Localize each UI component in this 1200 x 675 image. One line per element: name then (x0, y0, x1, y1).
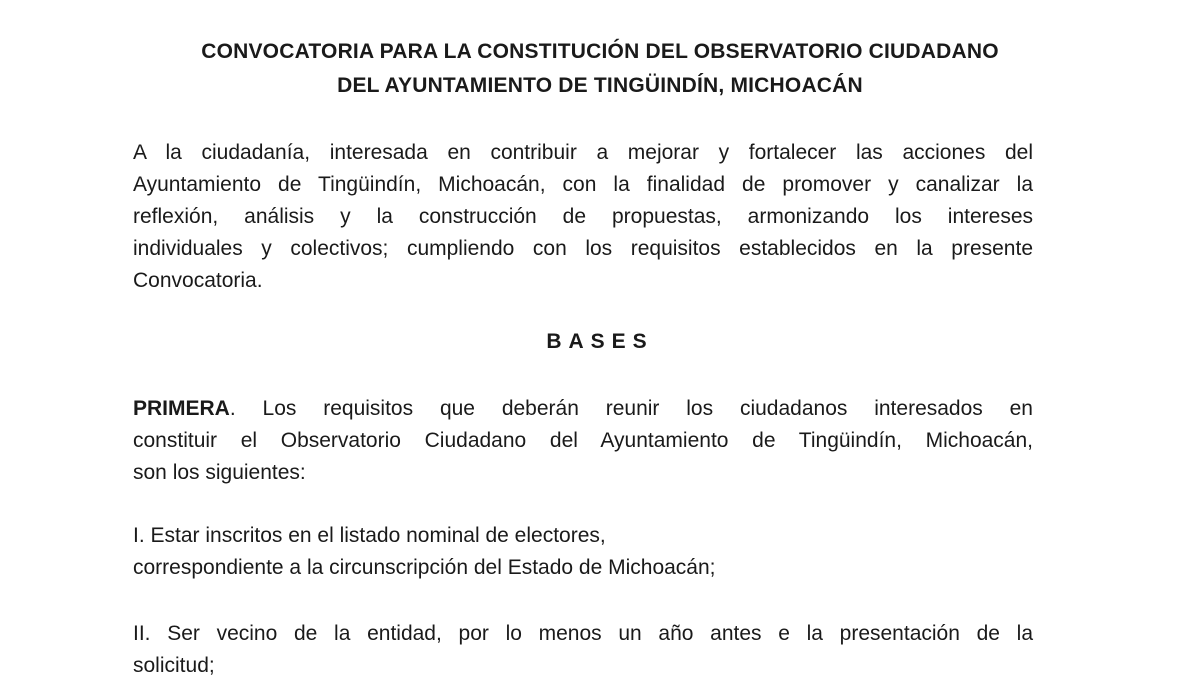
primera-label: PRIMERA (133, 397, 230, 420)
requirement-item-1-line: I. Estar inscritos en el listado nominal de electores, (133, 524, 606, 547)
intro-line: Ayuntamiento de Tingüindín, Michoacán, con la finalidad de promover y canalizar la (133, 173, 1033, 196)
requirement-item-1-line: correspondiente a la circunscripción del Estado de Michoacán; (133, 556, 716, 579)
intro-line: A la ciudadanía, interesada en contribuir a mejorar y fortalecer las acciones del (133, 141, 1033, 164)
intro-line: reflexión, análisis y la construcción de propuestas, armonizando los intereses (133, 205, 1033, 228)
primera-paragraph (133, 393, 1033, 489)
primera-line: constituir el Observatorio Ciudadano del Ayuntamiento de Tingüindín, Michoacán, (133, 429, 1033, 452)
requirement-item-2-line: II. Ser vecino de la entidad, por lo menos un año antes e la presentación de la (133, 622, 1033, 645)
intro-paragraph (133, 137, 1033, 297)
bases-heading: BASES (546, 330, 654, 353)
primera-text: . Los requisitos que deberán reunir los ciudadanos interesados en (229, 397, 1033, 420)
requirement-item-2 (133, 618, 1033, 675)
primera-line: son los siguientes: (133, 461, 306, 484)
requirement-item-2-line: solicitud; (133, 654, 215, 675)
document-title-line-1: CONVOCATORIA PARA LA CONSTITUCIÓN DEL OBSERVATORIO CIUDADANO (201, 40, 999, 63)
primera-line-1 (133, 393, 1033, 425)
requirement-item-1 (133, 520, 1033, 584)
intro-line: individuales y colectivos; cumpliendo con los requisitos establecidos en la presente (133, 237, 1033, 260)
intro-line: Convocatoria. (133, 269, 263, 292)
document-title-line-2: DEL AYUNTAMIENTO DE TINGÜINDÍN, MICHOACÁN (337, 74, 863, 97)
